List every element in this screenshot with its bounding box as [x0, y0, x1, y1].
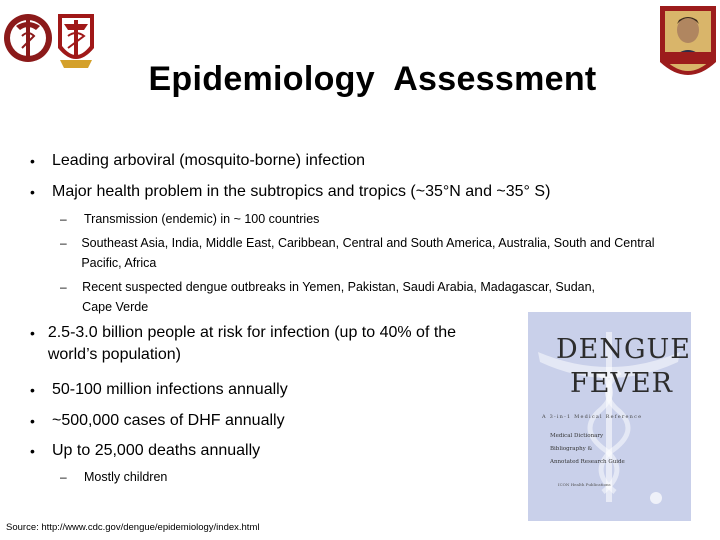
subbullet-text: Transmission (endemic) in ~ 100 countries — [84, 212, 320, 226]
bullet-item — [30, 322, 490, 366]
bullet-item — [30, 150, 365, 172]
bullet-symbol: • — [30, 413, 35, 429]
bullet-symbol: • — [30, 382, 35, 398]
subbullet-item — [60, 233, 660, 273]
bullet-item — [30, 440, 260, 462]
book-tagline: A 3-in-1 Medical Reference — [542, 414, 643, 420]
bullet-item — [30, 410, 285, 432]
page-title: Epidemiology Assessment — [148, 60, 597, 98]
book-line: Bibliography & — [550, 446, 593, 452]
book-line: Annotated Research Guide — [550, 459, 625, 465]
bullet-text: Leading arboviral (mosquito-borne) infection — [52, 152, 366, 169]
subbullet-text: Recent suspected dengue outbreaks in Yemen, Pakistan, Saudi Arabia, Madagascar, Sudan, Cape Verde — [82, 280, 596, 314]
book-title-line1: DENGUE — [556, 334, 692, 365]
bullet-text: Up to 25,000 deaths annually — [52, 442, 261, 459]
subbullet-item — [60, 467, 167, 487]
dengue-fever-book-cover — [528, 312, 691, 521]
subbullet-item — [60, 277, 620, 317]
source-citation: Source: http://www.cdc.gov/dengue/epidemiology/index.html — [6, 522, 260, 533]
bullet-text: ~500,000 cases of DHF annually — [52, 412, 285, 429]
book-author: ICON Health Publications — [558, 482, 611, 487]
bullet-item — [30, 379, 288, 401]
subbullet-symbol: – — [60, 470, 67, 484]
bullet-symbol: • — [30, 184, 35, 200]
bullet-item — [30, 181, 670, 203]
bullet-symbol: • — [30, 153, 35, 169]
book-title-line2: FEVER — [570, 368, 673, 399]
subbullet-symbol: – — [60, 280, 67, 294]
book-line: Medical Dictionary — [550, 433, 604, 439]
subbullet-symbol: – — [60, 236, 67, 250]
bullet-symbol: • — [30, 325, 35, 341]
bullet-symbol: • — [30, 443, 35, 459]
subbullet-symbol: – — [60, 212, 67, 226]
bullet-text: 50-100 million infections annually — [52, 381, 288, 398]
subbullet-text: Mostly children — [84, 470, 168, 484]
book-contents — [550, 430, 625, 469]
subbullet-item — [60, 209, 319, 229]
bullet-text: Major health problem in the subtropics and tropics (~35°N and ~35° S) — [52, 183, 551, 200]
bullet-text: 2.5-3.0 billion people at risk for infection (up to 40% of the world’s population) — [47, 324, 457, 363]
subbullet-text: Southeast Asia, India, Middle East, Caribbean, Central and South America, Australia, South and Central Pacific, Africa — [81, 236, 655, 270]
